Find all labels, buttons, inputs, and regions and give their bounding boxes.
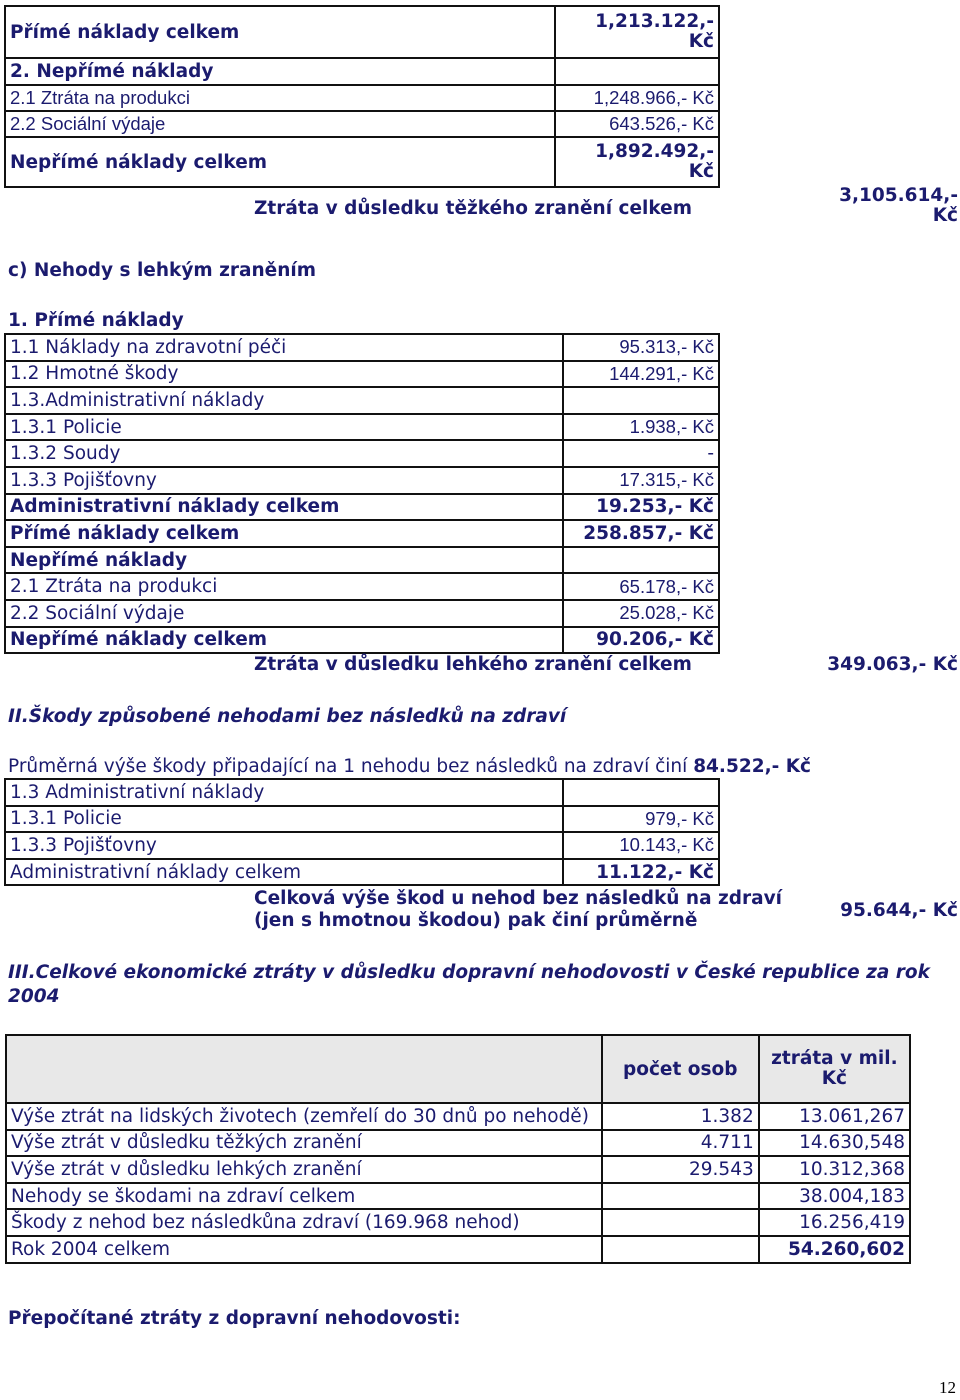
c-row-value: 25.028,- Kč: [563, 600, 719, 627]
II-row-value: 10.143,- Kč: [563, 832, 719, 859]
III-row-persons: 29.543: [602, 1156, 759, 1183]
III-row-label: Výše ztrát v důsledku lehkých zranění: [6, 1156, 602, 1183]
III-row-label: Výše ztrát v důsledku těžkých zranění: [6, 1130, 602, 1157]
III-row-label: Výše ztrát na lidských životech (zemřelí do 30 dnů po nehodě): [6, 1103, 602, 1130]
III-row-loss: 14.630,548: [759, 1130, 910, 1157]
section-III-heading-1: III.Celkové ekonomické ztráty v důsledku dopravní nehodovosti v České republice za rok: [8, 962, 930, 983]
c-heading: c) Nehody s lehkým zraněním: [8, 260, 316, 281]
c-row-label: 1.3.Administrativní náklady: [5, 387, 563, 414]
III-row-persons: [602, 1183, 759, 1210]
c-row-value: 258.857,- Kč: [563, 520, 719, 547]
III-row-label: Škody z nehod bez následkůna zdraví (169.968 nehod): [6, 1209, 602, 1236]
c-row-value: 95.313,- Kč: [563, 334, 719, 361]
b-total-value: 3,105.614,- Kč: [839, 185, 958, 226]
III-header-blank: [6, 1035, 602, 1103]
c-row-value: 19.253,- Kč: [563, 494, 719, 521]
III-row-loss: 13.061,267: [759, 1103, 910, 1130]
II-row-value: 979,- Kč: [563, 806, 719, 833]
c-row-label: 2.2 Sociální výdaje: [5, 600, 563, 627]
footer-heading: Přepočítané ztráty z dopravní nehodovosti:: [8, 1308, 461, 1329]
b-row-value: 643.526,- Kč: [555, 111, 719, 137]
b-row-label: Nepřímé náklady celkem: [5, 137, 555, 187]
b-row-label: 2.1 Ztráta na produkci: [5, 85, 555, 111]
c-row-label: Nepřímé náklady celkem: [5, 627, 563, 654]
c-row-value: [563, 547, 719, 574]
b-row-value: 1,213.122,- Kč: [555, 6, 719, 58]
c-row-value: 144.291,- Kč: [563, 361, 719, 388]
II-avg-sentence: [8, 756, 811, 777]
b-row-value: 1,248.966,- Kč: [555, 85, 719, 111]
c-row-label: 1.1 Náklady na zdravotní péči: [5, 334, 563, 361]
II-row-label: 1.3 Administrativní náklady: [5, 779, 563, 806]
b-row-value: [555, 58, 719, 85]
III-row-persons: 4.711: [602, 1130, 759, 1157]
c-row-value: 1.938,- Kč: [563, 414, 719, 441]
III-row-persons: 1.382: [602, 1103, 759, 1130]
III-row-label: Rok 2004 celkem: [6, 1236, 602, 1263]
c-row-label: 1.2 Hmotné škody: [5, 361, 563, 388]
II-total-label-1: Celková výše škod u nehod bez následků na zdraví: [254, 888, 783, 909]
section-III-table: [5, 1034, 911, 1264]
c-row-label: 1.3.3 Pojišťovny: [5, 467, 563, 494]
c-row-label: 1.3.1 Policie: [5, 414, 563, 441]
section-b-table: [4, 5, 720, 188]
II-avg-value: 84.522,- Kč: [693, 756, 812, 777]
II-row-label: 1.3.1 Policie: [5, 806, 563, 833]
II-avg-text: Průměrná výše škody připadající na 1 nehodu bez následků na zdraví činí: [8, 756, 694, 777]
III-row-loss: 10.312,368: [759, 1156, 910, 1183]
b-row-label: 2. Nepřímé náklady: [5, 58, 555, 85]
II-row-value: [563, 779, 719, 806]
II-total-label-2: (jen s hmotnou škodou) pak činí průměrně: [254, 910, 698, 931]
c-subheading: 1. Přímé náklady: [8, 310, 184, 331]
II-row-label: 1.3.3 Pojišťovny: [5, 832, 563, 859]
c-total-label: Ztráta v důsledku lehkého zranění celkem: [254, 654, 692, 675]
c-row-value: -: [563, 440, 719, 467]
III-row-loss: 54.260,602: [759, 1236, 910, 1263]
b-row-value: 1,892.492,- Kč: [555, 137, 719, 187]
b-row-label: 2.2 Sociální výdaje: [5, 111, 555, 137]
c-row-label: Nepřímé náklady: [5, 547, 563, 574]
c-row-label: Administrativní náklady celkem: [5, 494, 563, 521]
section-III-heading-2: 2004: [8, 986, 60, 1007]
c-row-value: 65.178,- Kč: [563, 573, 719, 600]
c-row-label: 1.3.2 Soudy: [5, 440, 563, 467]
III-header-persons: počet osob: [602, 1035, 759, 1103]
c-row-value: [563, 387, 719, 414]
III-header-loss: ztráta v mil. Kč: [759, 1035, 910, 1103]
c-row-value: 17.315,- Kč: [563, 467, 719, 494]
c-total-value: 349.063,- Kč: [827, 654, 958, 675]
c-row-label: Přímé náklady celkem: [5, 520, 563, 547]
c-row-value: 90.206,- Kč: [563, 627, 719, 654]
III-row-label: Nehody se škodami na zdraví celkem: [6, 1183, 602, 1210]
section-c-table: [4, 333, 720, 654]
II-row-label: Administrativní náklady celkem: [5, 859, 563, 886]
III-row-persons: [602, 1236, 759, 1263]
b-row-label: Přímé náklady celkem: [5, 6, 555, 58]
section-II-heading: II.Škody způsobené nehodami bez následků na zdraví: [8, 706, 567, 727]
b-total-label: Ztráta v důsledku těžkého zranění celkem: [254, 198, 692, 219]
II-row-value: 11.122,- Kč: [563, 859, 719, 886]
section-II-table: [4, 778, 720, 886]
III-row-loss: 38.004,183: [759, 1183, 910, 1210]
II-total-value: 95.644,- Kč: [840, 900, 958, 921]
c-row-label: 2.1 Ztráta na produkci: [5, 573, 563, 600]
III-row-loss: 16.256,419: [759, 1209, 910, 1236]
page-number: 12: [939, 1378, 956, 1397]
III-row-persons: [602, 1209, 759, 1236]
